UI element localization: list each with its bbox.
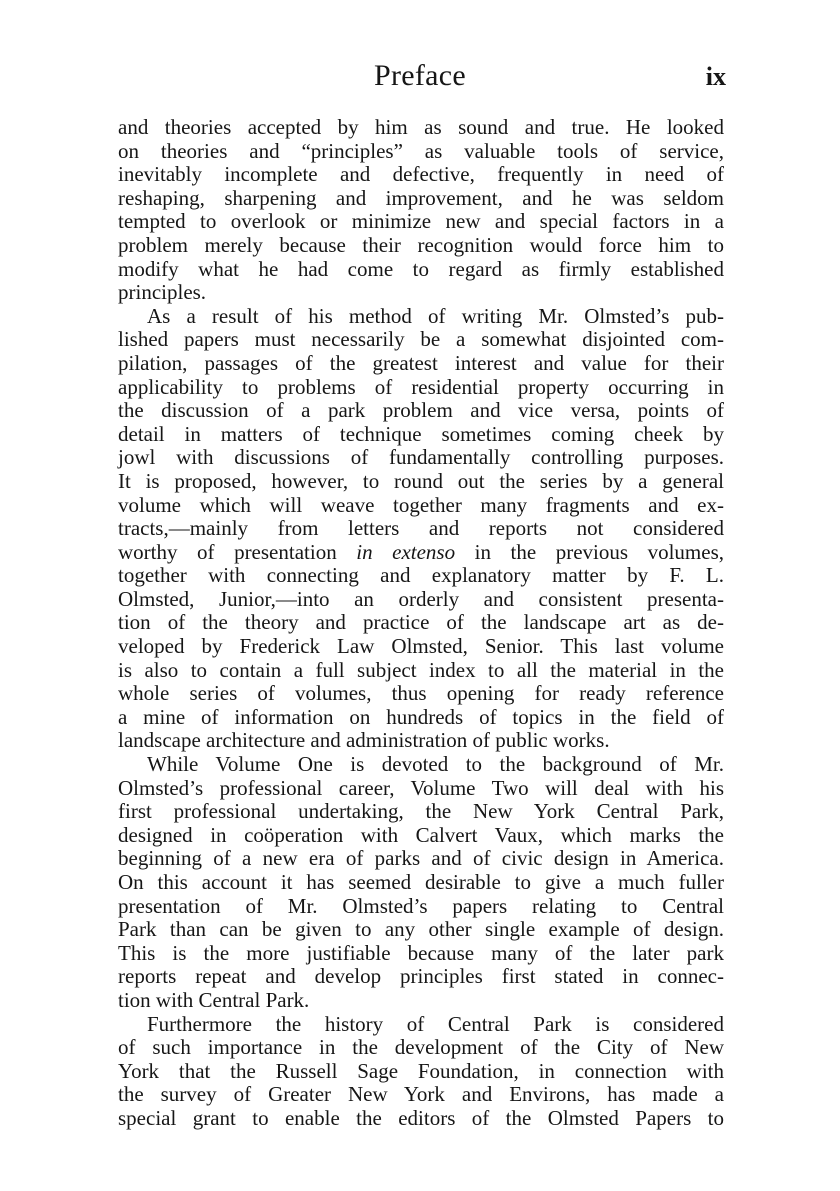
text-segment: worthy of presentation [118,539,337,564]
text-line: inevitably incomplete and defective, frequently in need of [118,162,724,187]
text-line: pilation, passages of the greatest interest and value for their [118,350,724,375]
text-line: a mine of information on hundreds of topics in the field of [118,704,724,729]
text-line: whole series of volumes, thus opening for ready reference [118,681,724,706]
text-line: York that the Russell Sage Foundation, in connection with [118,1058,724,1083]
text-line: Furthermore the history of Central Park is considered [147,1011,724,1036]
text-line: Olmsted’s professional career, Volume Two will deal with his [118,775,724,800]
text-line: beginning of a new era of parks and of civic design in America. [118,846,724,871]
text-line: landscape architecture and administration of public works. [118,728,610,753]
text-line: tracts,—mainly from letters and reports not considered [118,516,724,541]
text-line: the survey of Greater New York and Environs, has made a [118,1082,724,1107]
text-line: the discussion of a park problem and vice versa, points of [118,398,724,423]
text-line: presentation of Mr. Olmsted’s papers relating to Central [118,893,724,918]
text-line: on theories and “principles” as valuable tools of service, [118,138,724,163]
text-line: It is proposed, however, to round out the series by a general [118,468,724,493]
text-line: and theories accepted by him as sound and true. He looked [118,115,724,139]
text-line: tempted to overlook or minimize new and special factors in a [118,209,724,234]
running-head [0,54,840,98]
text-line: tion of the theory and practice of the landscape art as de- [118,610,724,635]
text-line: On this account it has seemed desirable to give a much fuller [118,870,724,894]
text-line: first professional undertaking, the New York Central Park, [118,799,724,824]
text-line: veloped by Frederick Law Olmsted, Senior. This last volume [118,634,724,659]
text-line: tion with Central Park. [118,987,310,1012]
page-number: ix [705,62,726,91]
text-line: reports repeat and develop principles first stated in connec- [118,964,724,989]
paragraph-1 [118,116,724,305]
preface-body [118,116,724,1131]
text-line: reshaping, sharpening and improvement, and he was seldom [118,185,724,210]
paragraph-4 [118,1013,724,1131]
paragraph-2 [118,305,724,753]
text-line: volume which will weave together many fragments and ex- [118,492,724,517]
text-line: of such importance in the development of the City of New [118,1035,724,1060]
text-line-with-italic [118,541,724,565]
text-line: Olmsted, Junior,—into an orderly and consistent presenta- [118,586,724,611]
text-line: problem merely because their recognition would force him to [118,232,724,257]
italic-phrase: in extenso [356,539,456,564]
text-line: jowl with discussions of fundamentally controlling purposes. [118,445,724,470]
text-segment: in the previous volumes, [474,539,725,564]
text-line: special grant to enable the editors of the Olmsted Papers to [118,1105,724,1130]
text-line: is also to contain a full subject index to all the material in the [118,657,724,682]
paragraph-3 [118,753,724,1013]
text-line: This is the more justifiable because many of the later park [118,940,724,965]
text-line: detail in matters of technique sometimes coming cheek by [118,421,724,446]
text-line: While Volume One is devoted to the background of Mr. [147,752,724,777]
text-line: together with connecting and explanatory matter by F. L. [118,563,724,588]
text-line: modify what he had come to regard as firmly established [118,256,724,281]
text-line: As a result of his method of writing Mr. Olmsted’s pub- [147,303,724,328]
text-line: principles. [118,280,207,305]
text-line: designed in coöperation with Calvert Vaux, which marks the [118,822,724,847]
text-line: Park than can be given to any other single example of design. [118,917,724,942]
page-title: Preface [373,59,467,92]
text-line: lished papers must necessarily be a somewhat disjointed com- [118,327,724,352]
text-line: applicability to problems of residential property occurring in [118,374,724,399]
